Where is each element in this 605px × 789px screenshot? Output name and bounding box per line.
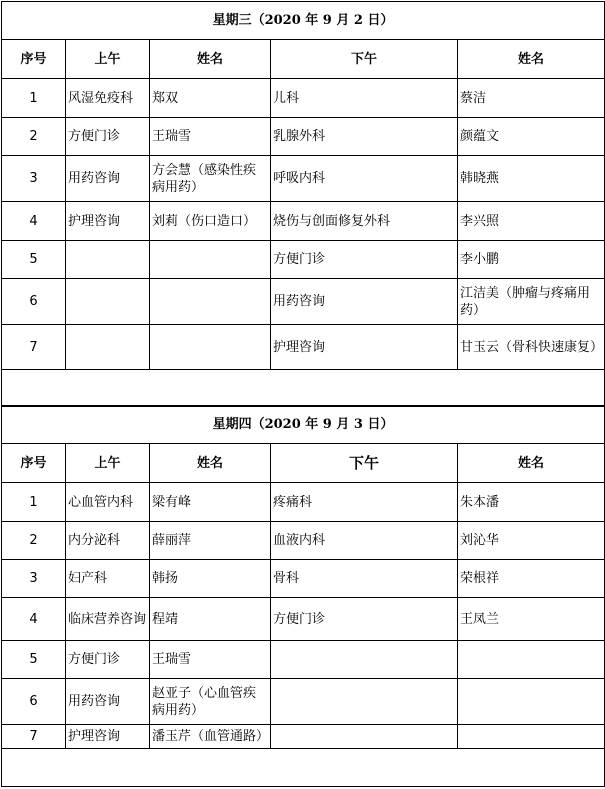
morning-name: 潘玉芹（血管通路） bbox=[150, 725, 271, 749]
spacer-row bbox=[2, 749, 605, 787]
table-row bbox=[2, 725, 605, 749]
row-index: 6 bbox=[2, 679, 66, 725]
morning-name: 薛丽萍 bbox=[150, 522, 271, 560]
wednesday-title: 星期三（2020 年 9 月 2 日） bbox=[2, 2, 605, 40]
morning-dept: 妇产科 bbox=[66, 560, 150, 598]
morning-dept: 风湿免疫科 bbox=[66, 79, 150, 118]
morning-name: 刘莉（伤口造口） bbox=[150, 202, 271, 241]
wednesday-header-row bbox=[2, 40, 605, 79]
thursday-table bbox=[1, 405, 605, 787]
afternoon-name: 李小鹏 bbox=[458, 241, 605, 279]
afternoon-name: 颜蕴文 bbox=[458, 118, 605, 156]
afternoon-name: 甘玉云（骨科快速康复） bbox=[458, 325, 605, 370]
col-header-afternoon-name: 姓名 bbox=[458, 444, 605, 483]
morning-name: 郑双 bbox=[150, 79, 271, 118]
afternoon-name: 蔡洁 bbox=[458, 79, 605, 118]
row-index: 3 bbox=[2, 156, 66, 202]
table-row bbox=[2, 598, 605, 641]
afternoon-name bbox=[458, 679, 605, 725]
table-row bbox=[2, 560, 605, 598]
blank-row bbox=[2, 749, 605, 787]
row-index: 5 bbox=[2, 241, 66, 279]
afternoon-dept: 血液内科 bbox=[271, 522, 458, 560]
afternoon-dept: 方便门诊 bbox=[271, 241, 458, 279]
afternoon-dept: 呼吸内科 bbox=[271, 156, 458, 202]
table-row bbox=[2, 79, 605, 118]
morning-name: 方会慧（感染性疾病用药） bbox=[150, 156, 271, 202]
morning-dept bbox=[66, 241, 150, 279]
wednesday-block bbox=[1, 1, 604, 407]
morning-dept: 用药咨询 bbox=[66, 679, 150, 725]
row-index: 2 bbox=[2, 118, 66, 156]
table-row bbox=[2, 522, 605, 560]
afternoon-name: 朱本潘 bbox=[458, 483, 605, 522]
table-row bbox=[2, 679, 605, 725]
col-header-index: 序号 bbox=[2, 40, 66, 79]
row-index: 1 bbox=[2, 483, 66, 522]
afternoon-name: 李兴照 bbox=[458, 202, 605, 241]
row-index: 2 bbox=[2, 522, 66, 560]
morning-dept bbox=[66, 325, 150, 370]
afternoon-name: 韩晓燕 bbox=[458, 156, 605, 202]
morning-name: 王瑞雪 bbox=[150, 118, 271, 156]
col-header-afternoon-name: 姓名 bbox=[458, 40, 605, 79]
morning-dept: 内分泌科 bbox=[66, 522, 150, 560]
table-row bbox=[2, 483, 605, 522]
schedule-sheet bbox=[1, 1, 604, 788]
row-index: 5 bbox=[2, 641, 66, 679]
row-index: 7 bbox=[2, 725, 66, 749]
table-row bbox=[2, 156, 605, 202]
morning-dept: 方便门诊 bbox=[66, 118, 150, 156]
morning-dept: 护理咨询 bbox=[66, 202, 150, 241]
afternoon-dept: 儿科 bbox=[271, 79, 458, 118]
row-index: 4 bbox=[2, 202, 66, 241]
morning-name bbox=[150, 325, 271, 370]
morning-dept bbox=[66, 279, 150, 325]
table-row bbox=[2, 641, 605, 679]
col-header-morning-name: 姓名 bbox=[150, 444, 271, 483]
afternoon-dept bbox=[271, 641, 458, 679]
morning-name: 王瑞雪 bbox=[150, 641, 271, 679]
morning-name: 韩扬 bbox=[150, 560, 271, 598]
afternoon-dept: 烧伤与创面修复外科 bbox=[271, 202, 458, 241]
morning-dept: 心血管内科 bbox=[66, 483, 150, 522]
morning-name: 程靖 bbox=[150, 598, 271, 641]
thursday-header-row bbox=[2, 444, 605, 483]
table-row bbox=[2, 279, 605, 325]
col-header-afternoon: 下午 bbox=[271, 444, 458, 483]
afternoon-name bbox=[458, 641, 605, 679]
col-header-morning: 上午 bbox=[66, 40, 150, 79]
afternoon-dept: 方便门诊 bbox=[271, 598, 458, 641]
row-index: 6 bbox=[2, 279, 66, 325]
row-index: 1 bbox=[2, 79, 66, 118]
row-index: 7 bbox=[2, 325, 66, 370]
table-row bbox=[2, 325, 605, 370]
morning-name: 赵亚子（心血管疾病用药） bbox=[150, 679, 271, 725]
afternoon-dept: 护理咨询 bbox=[271, 325, 458, 370]
spacer-row bbox=[2, 370, 605, 407]
afternoon-name: 荣根祥 bbox=[458, 560, 605, 598]
morning-dept: 用药咨询 bbox=[66, 156, 150, 202]
thursday-title: 星期四（2020 年 9 月 3 日） bbox=[2, 406, 605, 444]
col-header-morning: 上午 bbox=[66, 444, 150, 483]
morning-name: 梁有峰 bbox=[150, 483, 271, 522]
blank-row bbox=[2, 370, 605, 407]
table-row bbox=[2, 118, 605, 156]
wednesday-table bbox=[1, 1, 605, 407]
morning-dept: 临床营养咨询 bbox=[66, 598, 150, 641]
afternoon-name: 江洁美（肿瘤与疼痛用药） bbox=[458, 279, 605, 325]
row-index: 4 bbox=[2, 598, 66, 641]
afternoon-dept: 疼痛科 bbox=[271, 483, 458, 522]
afternoon-dept bbox=[271, 679, 458, 725]
afternoon-name: 刘沁华 bbox=[458, 522, 605, 560]
table-row bbox=[2, 202, 605, 241]
afternoon-dept: 用药咨询 bbox=[271, 279, 458, 325]
table-row bbox=[2, 241, 605, 279]
afternoon-dept bbox=[271, 725, 458, 749]
col-header-index: 序号 bbox=[2, 444, 66, 483]
thursday-block bbox=[1, 405, 604, 787]
col-header-morning-name: 姓名 bbox=[150, 40, 271, 79]
morning-name bbox=[150, 279, 271, 325]
col-header-afternoon: 下午 bbox=[271, 40, 458, 79]
afternoon-name: 王凤兰 bbox=[458, 598, 605, 641]
row-index: 3 bbox=[2, 560, 66, 598]
afternoon-dept: 骨科 bbox=[271, 560, 458, 598]
morning-dept: 方便门诊 bbox=[66, 641, 150, 679]
morning-dept: 护理咨询 bbox=[66, 725, 150, 749]
morning-name bbox=[150, 241, 271, 279]
afternoon-dept: 乳腺外科 bbox=[271, 118, 458, 156]
afternoon-name bbox=[458, 725, 605, 749]
